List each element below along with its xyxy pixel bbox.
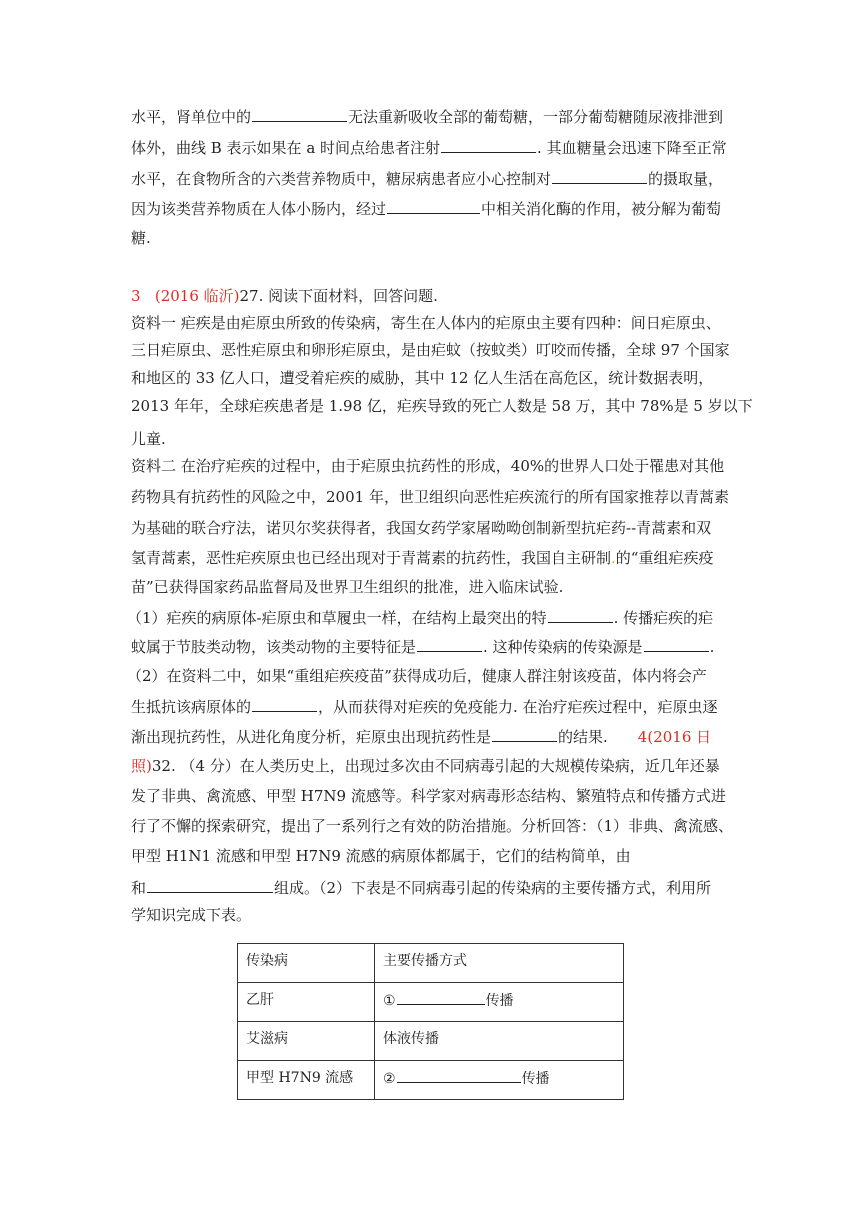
text: 中相关消化酶的作用，被分解为葡萄 [481,200,722,218]
material-2-line: 资料二 在治疗疟疾的过程中，由于疟原虫抗药性的形成，40%的世界人口处于罹患对其他 [131,457,725,475]
answer-blank [252,696,317,712]
material-1-line: 2013 年年，全球疟疾患者是 1.98 亿，疟疾导致的死亡人数是 58 万，其中 78%是 5 岁以下 [131,397,753,415]
question-number: 3 [131,287,141,305]
answer-blank [397,1067,521,1083]
table-header-cell: 传染病 [238,944,375,983]
answer-blank [492,726,557,742]
transmission-table [237,943,624,1100]
text: 传播 [485,993,514,1009]
marker-dot: . [611,549,616,567]
question-source: 照) [131,757,152,775]
answer-blank [252,106,347,122]
q3-part-2-line: （2）在资料二中，如果“重组疟疾疫苗”获得成功后，健康人群注射该疫苗，体内将会产 [127,667,707,685]
q4-line-3: 行了不懈的探索研究，提出了一系列行之有效的防治措施。分析回答：（1）非典、禽流感、 [131,817,734,835]
material-2-line [131,548,713,568]
question-source: (2016 日 [647,728,712,746]
text: 氢青蒿素，恶性疟疾原虫也已经出现对于青蒿素的抗药性，我国自主研制 [131,549,612,567]
text: 体外，曲线 B 表示如果在 a 时间点给患者注射 [131,139,441,157]
text: 无法重新吸收全部的葡萄糖，一部分葡萄糖随尿液排泄到 [348,108,724,126]
table-header-row [238,944,624,983]
text: 的摄取量， [648,170,724,188]
table-cell-disease: 甲型 H7N9 流感 [238,1061,375,1100]
q2-line-4 [131,198,721,219]
table-row [238,983,624,1022]
answer-blank [397,989,485,1005]
q3-part-2-line [131,696,718,717]
q3-part-2-line [131,726,711,747]
text: 因为该类营养物质在人体小肠内，经过 [131,200,387,218]
q2-line-1 [131,106,723,127]
q4-line-4: 甲型 H1N1 流感和甲型 H7N9 流感的病原体都属于，它们的结构简单，由 [131,847,631,865]
material-1-line: 资料一 疟疾是由疟原虫所致的传染病，寄生在人体内的疟原虫主要有四种：间日疟原虫、 [131,314,721,332]
material-1-line: 和地区的 33 亿人口，遭受着疟疾的威胁，其中 12 亿人生活在高危区，统计数据表明， [131,369,714,387]
text: 和 [131,879,147,897]
text: 的“重组疟疾疫 [615,549,714,567]
question-number: 4 [637,728,648,746]
table-cell-transmission [375,983,624,1022]
answer-blank [548,607,613,623]
table-row [238,1061,624,1100]
table-cell-disease: 艾滋病 [238,1022,375,1061]
table-cell-transmission [375,1061,624,1100]
material-2-line: 为基础的联合疗法，诺贝尔奖获得者，我国女药学家屠呦呦创制新型抗疟药--青蒿素和双 [131,519,712,537]
material-1-line: 儿童. [131,430,166,448]
text: 传播 [521,1071,550,1087]
q4-line-1 [131,756,720,776]
text: . 这种传染病的传染源是 [483,638,643,656]
text: （1）疟疾的病原体-疟原虫和草履虫一样，在结构上最突出的特 [127,609,547,627]
text: 渐出现抗药性，从进化角度分析，疟原虫出现抗药性是 [131,728,492,746]
answer-blank [387,198,480,214]
text: 生抵抗该病原体的 [131,698,252,716]
text: . 其血糖量会迅速下降至正常 [537,139,727,157]
circled-number: ① [383,993,396,1009]
answer-blank [644,636,709,652]
circled-number: ② [383,1071,396,1087]
table-cell-transmission: 体液传播 [375,1022,624,1061]
material-1-line: 三日疟原虫、恶性疟原虫和卵形疟原虫，是由疟蚊（按蚊类）叮咬而传播，全球 97 个国家 [131,341,730,359]
text: 的结果. [558,728,608,746]
material-2-line: 苗”已获得国家药品监督局及世界卫生组织的批准，进入临床试验. [131,578,564,596]
text: 32. （4 分）在人类历史上，出现过多次由不同病毒引起的大规模传染病，近几年还暴 [151,757,720,775]
table-cell-disease: 乙肝 [238,983,375,1022]
answer-blank [417,636,482,652]
text: 蚊属于节肢类动物，该类动物的主要特征是 [131,638,417,656]
q3-part-1-line [127,607,713,628]
text: 水平，肾单位中的 [131,108,252,126]
question-source: (2016 临沂) [154,287,240,305]
q4-line-5 [131,877,711,898]
text: 水平，在食物所含的六类营养物质中，糖尿病患者应小心控制对 [131,170,552,188]
q3-heading [131,286,438,306]
table-header-cell: 主要传播方式 [375,944,624,983]
text: ，从而获得对疟疾的免疫能力. 在治疗疟疾过程中，疟原虫逐 [318,698,718,716]
answer-blank [441,137,536,153]
text: . 传播疟疾的疟 [613,609,714,627]
q3-part-1-line [131,636,714,657]
q2-line-2 [131,137,727,158]
q4-line-2: 发了非典、禽流感、甲型 H7N9 流感等。科学家对病毒形态结构、繁殖特点和传播方式进 [131,787,726,805]
text: . [709,638,715,656]
answer-blank [147,877,273,893]
table-row [238,1022,624,1061]
q4-line-6: 学知识完成下表。 [131,906,252,924]
material-2-line: 药物具有抗药性的风险之中，2001 年，世卫组织向恶性疟疾流行的所有国家推荐以青蒿素 [131,488,729,506]
answer-blank [552,168,647,184]
q2-line-5: 糖. [131,229,151,247]
q2-line-3 [131,168,723,189]
question-stem: 27. 阅读下面材料，回答问题. [239,287,438,305]
text: 组成。（2）下表是不同病毒引起的传染病的主要传播方式，利用所 [274,879,712,897]
